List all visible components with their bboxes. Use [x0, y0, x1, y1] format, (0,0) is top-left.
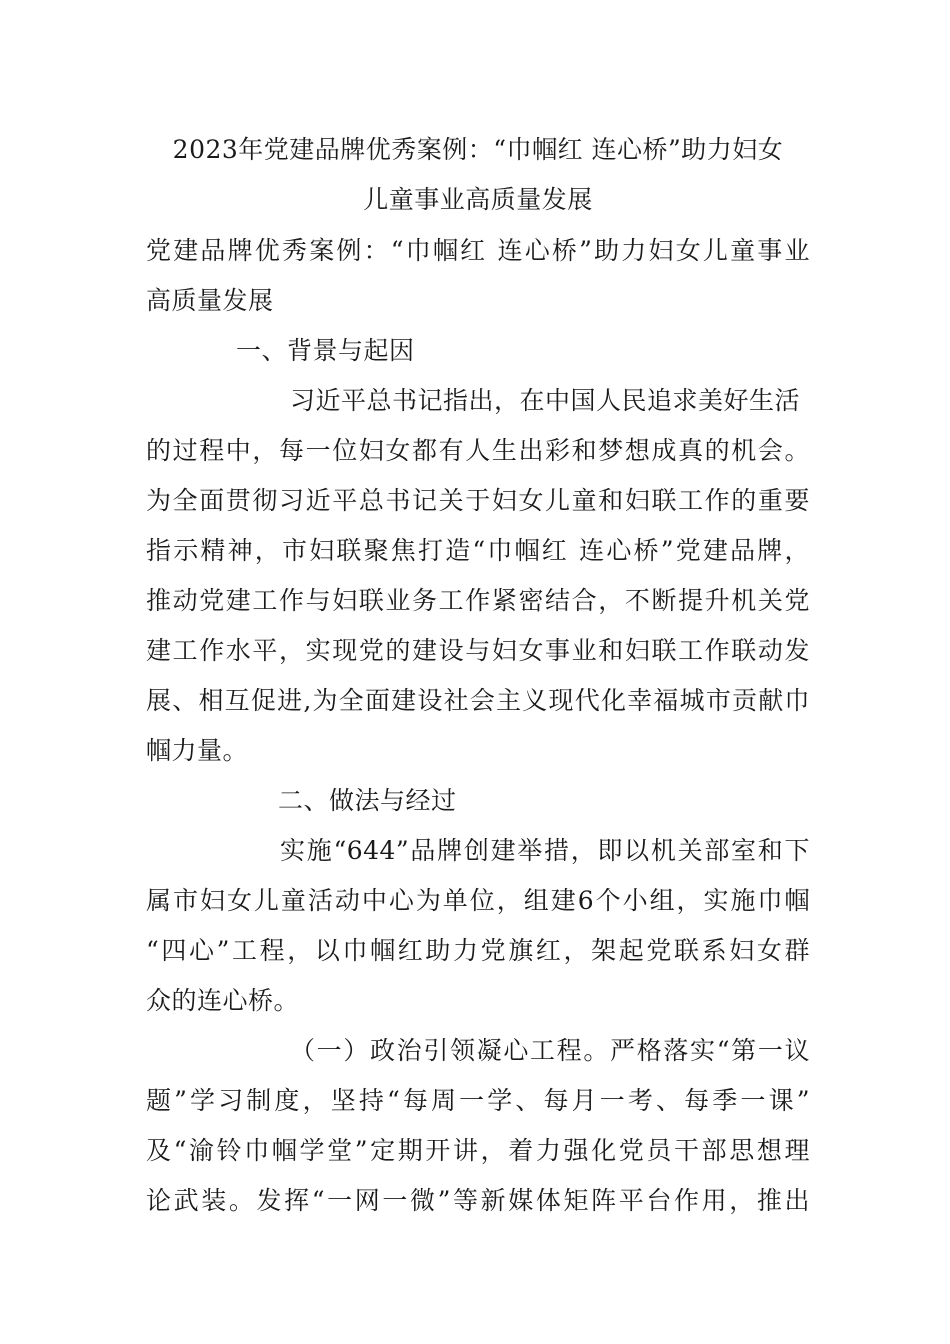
section-2-paragraph-line: （一）政治引领凝心工程。严格落实“第一议	[290, 1036, 810, 1065]
section-2-paragraph-line: 实施“644”品牌创建举措，即以机关部室和下	[280, 836, 810, 865]
section-2-paragraph-line: “四心”工程，以巾帼红助力党旗红，架起党联系妇女群	[146, 936, 810, 965]
section-1-paragraph-line: 的过程中，每一位妇女都有人生出彩和梦想成真的机会。	[146, 436, 810, 465]
document-title-line-2: 儿童事业高质量发展	[363, 185, 593, 214]
section-2-paragraph-line: 属市妇女儿童活动中心为单位，组建6个小组，实施巾帼	[146, 886, 810, 915]
section-1-paragraph-line: 习近平总书记指出，在中国人民追求美好生活	[290, 386, 801, 415]
subtitle-line-1: 党建品牌优秀案例：“巾帼红 连心桥”助力妇女儿童事业	[146, 236, 810, 265]
section-1-paragraph-line: 指示精神，市妇联聚焦打造“巾帼红 连心桥”党建品牌，	[146, 536, 810, 565]
section-2-heading: 二、做法与经过	[278, 786, 457, 815]
section-1-paragraph-line: 帼力量。	[146, 736, 249, 765]
section-1-paragraph-line: 展、相互促进,为全面建设社会主义现代化幸福城市贡献巾	[146, 686, 810, 715]
section-1-paragraph-line: 为全面贯彻习近平总书记关于妇女儿童和妇联工作的重要	[146, 486, 810, 515]
section-2-paragraph-line: 论武装。发挥“一网一微”等新媒体矩阵平台作用，推出	[146, 1186, 810, 1215]
document-title-line-1: 2023年党建品牌优秀案例：“巾帼红 连心桥”助力妇女	[172, 135, 784, 164]
section-2-paragraph-line: 众的连心桥。	[146, 986, 300, 1015]
section-1-paragraph-line: 建工作水平，实现党的建设与妇女事业和妇联工作联动发	[146, 636, 810, 665]
section-2-paragraph-line: 及“渝铃巾帼学堂”定期开讲，着力强化党员干部思想理	[146, 1136, 810, 1165]
section-1-heading: 一、背景与起因	[236, 336, 415, 365]
section-2-paragraph-line: 题”学习制度，坚持“每周一学、每月一考、每季一课”	[146, 1086, 810, 1115]
subtitle-line-2: 高质量发展	[146, 286, 274, 315]
section-1-paragraph-line: 推动党建工作与妇联业务工作紧密结合，不断提升机关党	[146, 586, 810, 615]
